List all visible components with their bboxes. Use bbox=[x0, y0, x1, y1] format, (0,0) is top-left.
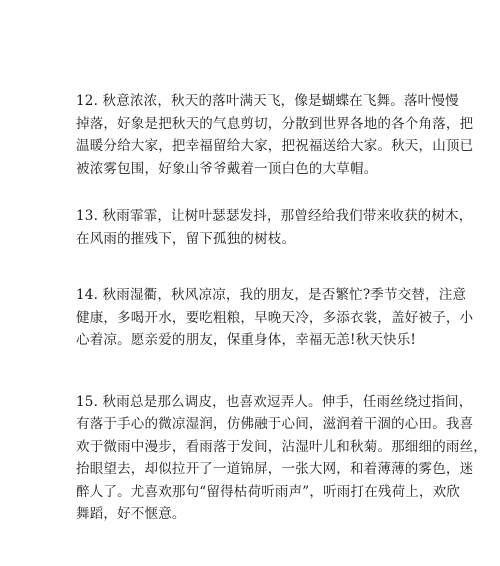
paragraph-14 bbox=[76, 284, 474, 352]
paragraph-13 bbox=[76, 205, 473, 250]
text-line: 健康，多喝开水，要吃粗粮，早晚天冷，多添衣裳，盖好被子，小 bbox=[76, 309, 474, 326]
paragraph-15 bbox=[76, 391, 487, 526]
text-line: 13. 秋雨霏霏，让树叶瑟瑟发抖，那曾经给我们带来收获的树木， bbox=[76, 208, 473, 224]
text-line: 15. 秋雨总是那么调皮，也喜欢逗弄人。伸手，任雨丝绕过指间， bbox=[76, 393, 473, 410]
text-line: 在风雨的摧残下，留下孤独的树枝。 bbox=[76, 230, 296, 247]
text-line: 掉落，好象是把秋天的气息剪切，分散到世界各地的各个角落，把 bbox=[76, 115, 474, 132]
text-line: 抬眼望去，却似拉开了一道锦屏，一张大网，和着薄薄的雾色，迷 bbox=[76, 461, 474, 477]
text-line: 被浓雾包围，好象山爷爷戴着一顶白色的大草帽。 bbox=[76, 160, 378, 177]
text-line: 欢于微雨中漫步，看雨落于发间，沾湿叶儿和秋菊。那细细的雨丝， bbox=[76, 438, 487, 455]
document-page bbox=[76, 90, 487, 526]
text-line: 醉人了。尤喜欢那句“留得枯荷听雨声”，听雨打在残荷上，欢欣 bbox=[76, 483, 461, 500]
paragraph-12 bbox=[76, 90, 474, 180]
text-line: 14. 秋雨湿衢，秋风凉凉，我的朋友，是否繁忙?季节交替，注意 bbox=[76, 287, 467, 303]
text-line: 有落于手心的微凉湿润，仿佛融于心间，滋润着干涸的心田。我喜 bbox=[76, 416, 474, 432]
text-line: 温暖分给大家，把幸福留给大家，把祝福送给大家。秋天，山顶已 bbox=[76, 138, 474, 154]
text-line: 12. 秋意浓浓，秋天的落叶满天飞，像是蝴蝶在飞舞。落叶慢慢 bbox=[76, 93, 459, 109]
text-line: 舞蹈，好不惬意。 bbox=[76, 506, 186, 522]
text-line: 心着凉。愿亲爱的朋友，保重身体，幸福无恙!秋天快乐! bbox=[76, 332, 417, 348]
